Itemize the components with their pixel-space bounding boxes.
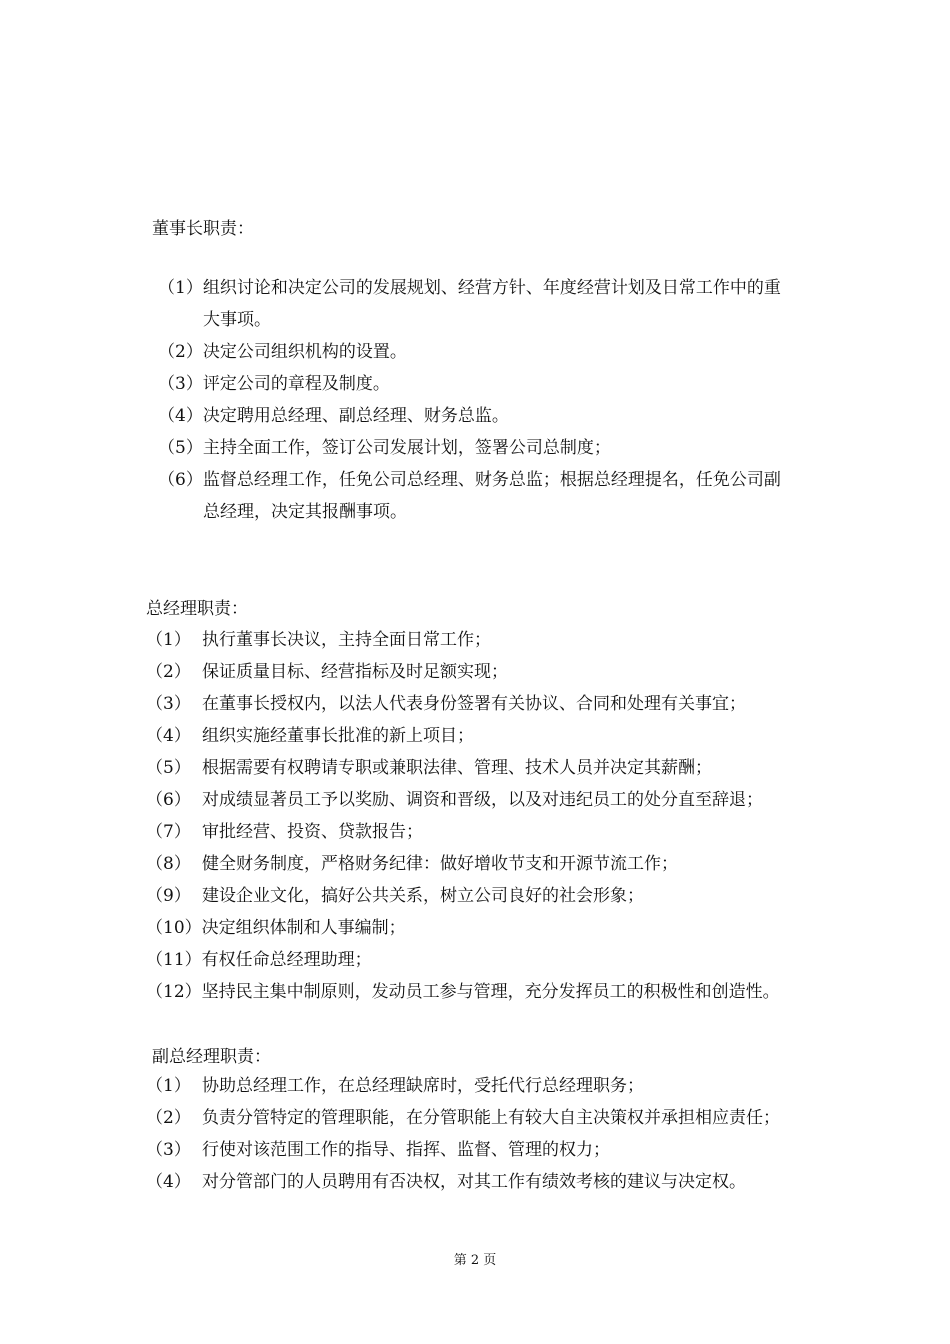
list-item	[158, 400, 509, 432]
list-item	[158, 368, 390, 400]
item-text: 对成绩显著员工予以奖励、调资和晋级，以及对违纪员工的处分直至辞退；	[202, 790, 763, 810]
item-number: （6）	[158, 470, 203, 490]
item-number: （8）	[146, 854, 191, 874]
list-item	[146, 1166, 746, 1198]
item-text: 主持全面工作，签订公司发展计划，签署公司总制度；	[202, 438, 611, 458]
item-text: 监督总经理工作，任免公司总经理、财务总监；根据总经理提名，任免公司副	[202, 470, 781, 490]
item-number: （2）	[158, 342, 203, 362]
item-number: （4）	[146, 726, 191, 746]
item-text: 评定公司的章程及制度。	[202, 374, 390, 394]
item-text: 决定聘用总经理、副总经理、财务总监。	[202, 406, 509, 426]
item-number: （3）	[158, 374, 203, 394]
list-item	[146, 688, 746, 720]
item-text: 组织讨论和决定公司的发展规划、经营方针、年度经营计划及日常工作中的重	[202, 278, 781, 298]
item-number: （1）	[146, 630, 191, 650]
item-text: 保证质量目标、经营指标及时足额实现；	[202, 662, 508, 682]
item-text: 负责分管特定的管理职能，在分管职能上有较大自主决策权并承担相应责任；	[202, 1108, 780, 1128]
deputy-heading: 副总经理职责：	[152, 1047, 271, 1067]
list-item	[146, 1134, 610, 1166]
item-number: （7）	[146, 822, 191, 842]
item-text: 决定公司组织机构的设置。	[202, 342, 407, 362]
item-text: 协助总经理工作，在总经理缺席时，受托代行总经理职务；	[202, 1076, 644, 1096]
list-item	[146, 816, 423, 848]
list-item	[158, 432, 611, 464]
list-item	[158, 464, 781, 496]
list-item	[146, 784, 763, 816]
item-text: 建设企业文化，搞好公共关系，树立公司良好的社会形象；	[202, 886, 644, 906]
list-item	[146, 656, 508, 688]
list-item	[146, 944, 372, 976]
list-item	[158, 272, 781, 304]
item-continuation: 大事项。	[203, 310, 271, 330]
list-item	[146, 1102, 780, 1134]
item-number: （2）	[146, 1108, 191, 1128]
page-number: 第 2 页	[453, 1253, 497, 1268]
item-number: （12）	[146, 982, 202, 1002]
item-text: 坚持民主集中制原则，发动员工参与管理，充分发挥员工的积极性和创造性。	[201, 982, 780, 1002]
gm-heading: 总经理职责：	[146, 599, 248, 619]
list-item	[146, 848, 678, 880]
item-number: （10）	[146, 918, 202, 938]
item-number: （6）	[146, 790, 191, 810]
item-number: （1）	[158, 278, 203, 298]
item-number: （2）	[146, 662, 191, 682]
item-number: （4）	[158, 406, 203, 426]
chairman-heading: 董事长职责：	[152, 219, 254, 239]
list-item	[146, 1070, 644, 1102]
item-text: 有权任命总经理助理；	[201, 950, 372, 970]
item-number: （3）	[146, 694, 191, 714]
list-item	[146, 624, 491, 656]
list-item	[146, 976, 780, 1008]
item-number: （11）	[146, 950, 202, 970]
item-text: 审批经营、投资、贷款报告；	[202, 822, 423, 842]
item-number: （1）	[146, 1076, 191, 1096]
item-continuation: 总经理，决定其报酬事项。	[203, 502, 407, 522]
list-item	[158, 336, 407, 368]
item-text: 根据需要有权聘请专职或兼职法律、管理、技术人员并决定其薪酬；	[202, 758, 712, 778]
item-text: 执行董事长决议，主持全面日常工作；	[202, 630, 491, 650]
item-number: （9）	[146, 886, 191, 906]
item-number: （3）	[146, 1140, 191, 1160]
list-item	[146, 912, 406, 944]
item-number: （5）	[158, 438, 203, 458]
list-item	[146, 720, 474, 752]
item-text: 组织实施经董事长批准的新上项目；	[202, 726, 474, 746]
item-number: （4）	[146, 1172, 191, 1192]
item-text: 对分管部门的人员聘用有否决权，对其工作有绩效考核的建议与决定权。	[202, 1172, 746, 1192]
list-item	[146, 880, 644, 912]
item-text: 健全财务制度，严格财务纪律：做好增收节支和开源节流工作；	[202, 854, 678, 874]
item-text: 决定组织体制和人事编制；	[201, 918, 406, 938]
list-item	[146, 752, 712, 784]
item-text: 在董事长授权内，以法人代表身份签署有关协议、合同和处理有关事宜；	[202, 694, 746, 714]
item-text: 行使对该范围工作的指导、指挥、监督、管理的权力；	[202, 1140, 610, 1160]
item-number: （5）	[146, 758, 191, 778]
